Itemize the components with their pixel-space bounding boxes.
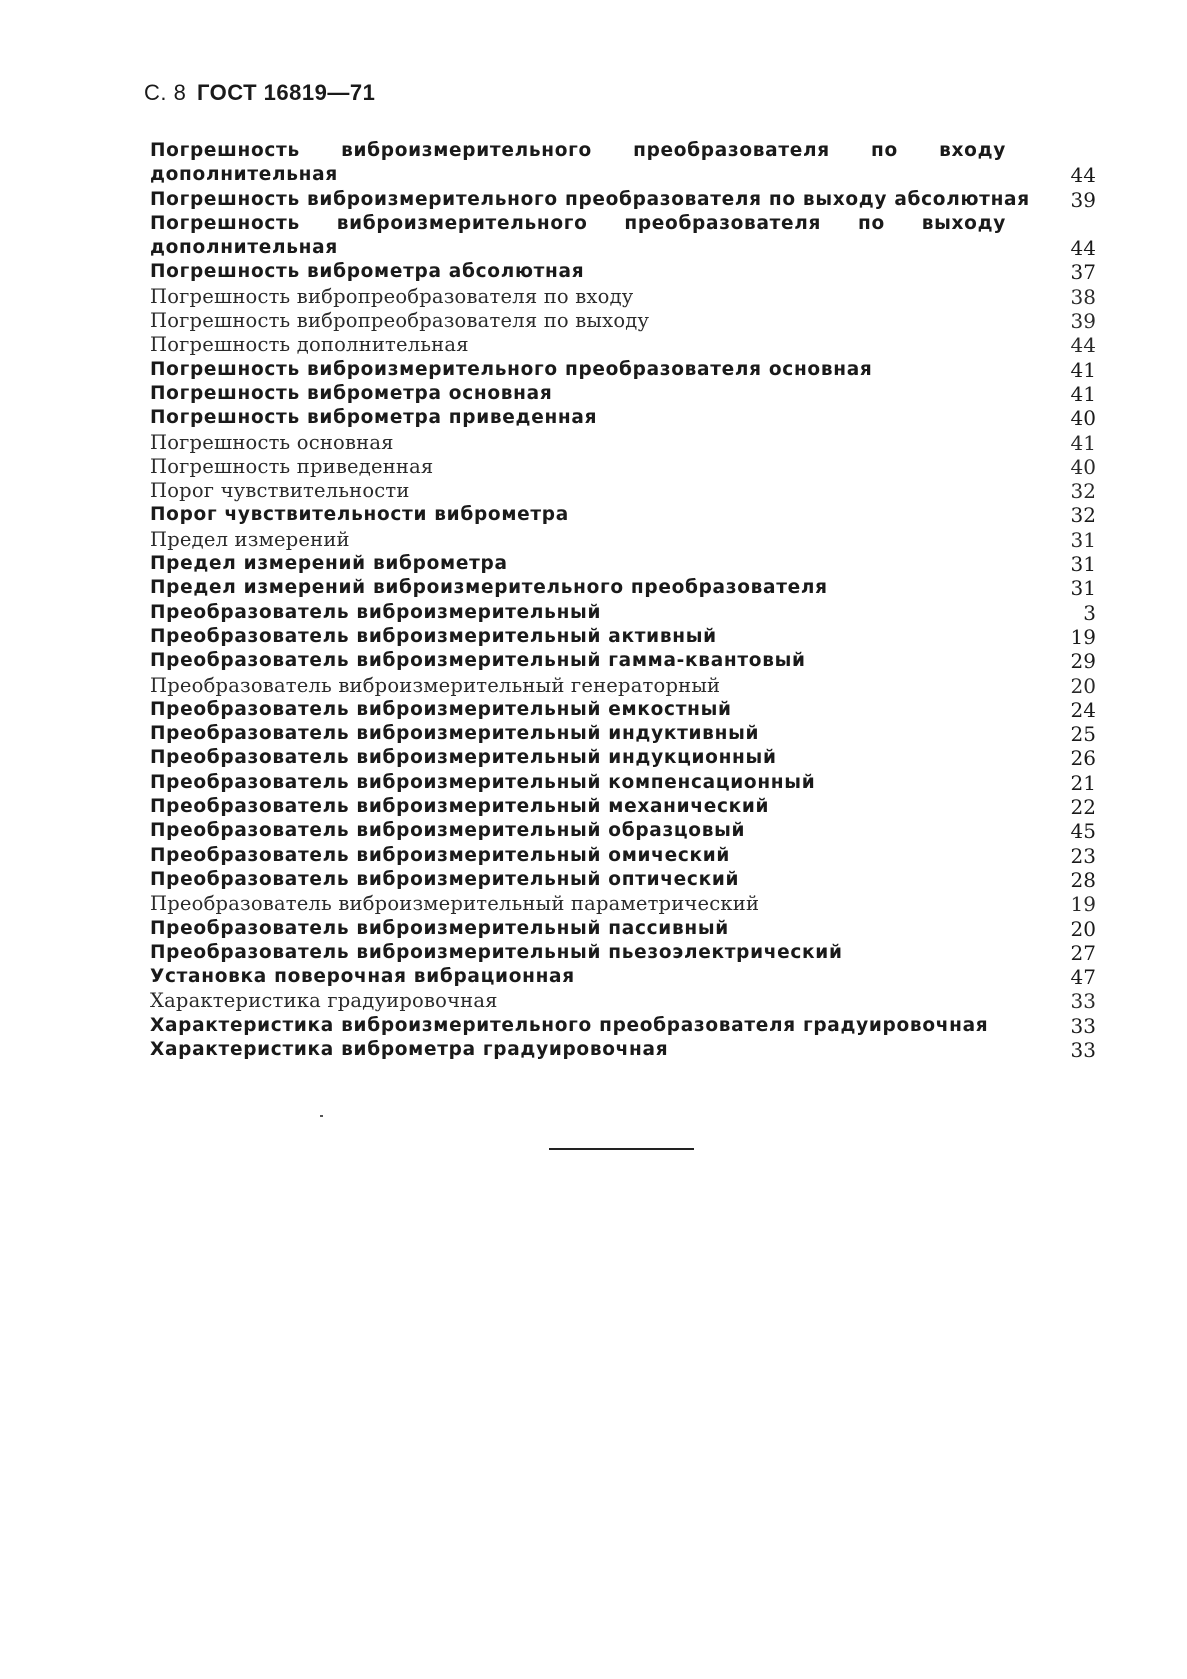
index-term-number: 41 (1070, 430, 1096, 455)
index-term-number: 28 (1070, 867, 1096, 892)
index-term: Погрешность основная (150, 430, 394, 454)
index-entry (150, 212, 1096, 261)
index-term: Погрешность вибропреобразователя по выходу (150, 309, 650, 333)
index-entry (150, 771, 1096, 795)
page-header (144, 80, 375, 106)
index-term-number: 39 (1070, 187, 1096, 212)
index-term-number: 40 (1070, 454, 1096, 479)
index-term: Погрешность виброизмерительного преобразователя по выходу абсолютная (150, 188, 1030, 210)
print-speck (320, 1115, 323, 1117)
index-term: Преобразователь виброизмерительный омический (150, 844, 731, 866)
index-term: Преобразователь виброизмерительный пьезоэлектрический (150, 941, 843, 963)
index-term-number: 31 (1070, 527, 1096, 552)
index-term-number: 33 (1070, 1037, 1096, 1062)
index-term: Погрешность дополнительная (150, 333, 469, 357)
index-term-number: 44 (1070, 236, 1096, 261)
index-term-number: 24 (1070, 697, 1096, 722)
index-term-number: 41 (1070, 381, 1096, 406)
index-entry (150, 406, 1096, 430)
index-entry (150, 868, 1096, 892)
index-entry (150, 674, 1096, 698)
index-term: Преобразователь виброизмерительный оптический (150, 868, 740, 890)
end-divider-rule (549, 1148, 694, 1150)
index-entry (150, 188, 1096, 212)
index-term: Преобразователь виброизмерительный (150, 601, 602, 623)
index-entry (150, 503, 1096, 527)
index-entry (150, 528, 1096, 552)
index-term-number: 33 (1070, 989, 1096, 1014)
index-entry (150, 358, 1096, 382)
index-term-number: 31 (1070, 576, 1096, 601)
index-term: Погрешность виброметра абсолютная (150, 261, 585, 283)
index-entry (150, 819, 1096, 843)
index-entry (150, 917, 1096, 941)
index-term: Преобразователь виброизмерительный индуктивный (150, 723, 760, 745)
index-term: Установка поверочная вибрационная (150, 966, 575, 988)
index-term-number: 21 (1070, 770, 1096, 795)
index-term: Характеристика градуировочная (150, 989, 498, 1013)
index-term-number: 33 (1070, 1013, 1096, 1038)
index-entry (150, 552, 1096, 576)
alphabetical-term-index (150, 139, 1096, 1062)
index-entry (150, 649, 1096, 673)
index-term: Порог чувствительности виброметра (150, 504, 569, 526)
index-term: Предел измерений (150, 527, 350, 551)
index-entry (150, 892, 1096, 916)
index-term-number: 27 (1070, 940, 1096, 965)
index-entry (150, 625, 1096, 649)
index-entry (150, 333, 1096, 357)
index-term: Преобразователь виброизмерительный пассивный (150, 917, 729, 939)
index-term-number: 22 (1070, 795, 1096, 820)
index-term: Характеристика виброизмерительного преобразователя градуировочная (150, 1014, 989, 1036)
index-term-number: 31 (1070, 552, 1096, 577)
index-entry (150, 260, 1096, 284)
index-entry (150, 965, 1096, 989)
index-entry (150, 1014, 1096, 1038)
index-term-number: 37 (1070, 260, 1096, 285)
index-term-number: 19 (1070, 624, 1096, 649)
index-term: Погрешность виброметра приведенная (150, 407, 598, 429)
index-term: Преобразователь виброизмерительный компенсационный (150, 771, 816, 793)
index-term-number: 25 (1070, 722, 1096, 747)
index-term: Преобразователь виброизмерительный механический (150, 796, 770, 818)
index-term: Преобразователь виброизмерительный активный (150, 625, 717, 647)
index-term: Преобразователь виброизмерительный гамма-квантовый (150, 650, 806, 672)
index-entry (150, 576, 1096, 600)
index-term-number: 19 (1070, 892, 1096, 917)
index-entry (150, 479, 1096, 503)
index-entry (150, 698, 1096, 722)
index-term-number: 32 (1070, 479, 1096, 504)
index-term: Преобразователь виброизмерительный индукционный (150, 747, 777, 769)
index-term-number: 44 (1070, 333, 1096, 358)
index-term-number: 29 (1070, 649, 1096, 674)
index-term: Погрешность виброизмерительного преобразователя по входу дополнительная (150, 140, 1006, 186)
index-term: Погрешность приведенная (150, 454, 434, 478)
index-entry (150, 455, 1096, 479)
index-entry (150, 746, 1096, 770)
index-entry (150, 989, 1096, 1013)
index-entry (150, 309, 1096, 333)
index-term: Преобразователь виброизмерительный генераторный (150, 673, 721, 697)
index-term-number: 47 (1070, 965, 1096, 990)
index-entry (150, 285, 1096, 309)
index-entry (150, 382, 1096, 406)
index-term: Преобразователь виброизмерительный параметрический (150, 892, 760, 916)
index-term: Погрешность виброизмерительного преобразователя по выходу дополнительная (150, 212, 1006, 259)
index-entry (150, 1038, 1096, 1062)
index-term: Погрешность виброизмерительного преобразователя основная (150, 358, 873, 380)
index-entry (150, 795, 1096, 819)
index-entry (150, 941, 1096, 965)
index-term: Предел измерений виброизмерительного преобразователя (150, 577, 828, 599)
index-term-number: 23 (1070, 843, 1096, 868)
index-entry (150, 722, 1096, 746)
index-term-number: 26 (1070, 746, 1096, 771)
index-term-number: 20 (1070, 673, 1096, 698)
index-term-number: 39 (1070, 309, 1096, 334)
index-term-number: 32 (1070, 503, 1096, 528)
index-term: Преобразователь виброизмерительный емкостный (150, 698, 732, 720)
index-entry (150, 431, 1096, 455)
index-term-number: 41 (1070, 357, 1096, 382)
index-term-number: 45 (1070, 819, 1096, 844)
index-term: Предел измерений виброметра (150, 553, 508, 575)
index-term-number: 3 (1083, 600, 1096, 625)
index-entry (150, 139, 1096, 188)
index-entry (150, 601, 1096, 625)
index-term-number: 44 (1070, 163, 1096, 188)
index-entry (150, 844, 1096, 868)
index-term-number: 40 (1070, 406, 1096, 431)
index-term: Порог чувствительности (150, 479, 410, 503)
index-term-number: 20 (1070, 916, 1096, 941)
index-term-number: 38 (1070, 284, 1096, 309)
page-number: С. 8 (144, 80, 187, 105)
standard-designation: ГОСТ 16819—71 (196, 80, 376, 105)
index-term: Погрешность вибропреобразователя по входу (150, 284, 634, 308)
index-term: Характеристика виброметра градуировочная (150, 1038, 669, 1060)
index-term: Преобразователь виброизмерительный образцовый (150, 820, 746, 842)
index-term: Погрешность виброметра основная (150, 382, 553, 404)
